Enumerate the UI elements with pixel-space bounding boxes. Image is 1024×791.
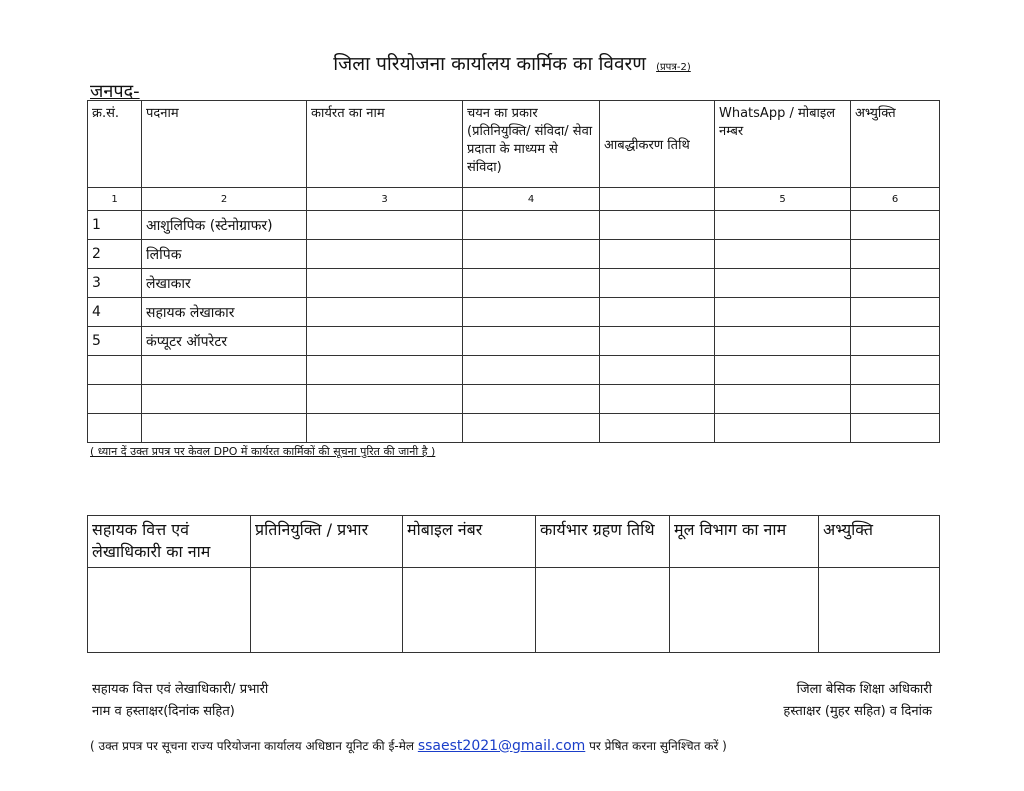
cell-selection[interactable] [463,385,600,414]
header-sn: क्र.सं. [88,101,142,188]
cell-remarks[interactable] [851,211,940,240]
signature-title: सहायक वित्त एवं लेखाधिकारी/ प्रभारी [92,682,269,697]
row-post: लेखाकार [142,269,307,298]
footer-prefix: ( उक्त प्रपत्र पर सूचना राज्य परियोजना कार्यालय अधिष्ठान यूनिट की ई-मेल [90,739,415,753]
dpo-note: ( ध्यान दें उक्त प्रपत्र पर केवल DPO में कार्यरत कार्मिकों की सूचना पुरित की जानी है ) [90,445,436,458]
cell-mobile[interactable] [715,356,851,385]
row-post: आशुलिपिक (स्टेनोग्राफर) [142,211,307,240]
cell-selection[interactable] [463,414,600,443]
cell-name[interactable] [307,327,463,356]
cell-selection[interactable] [463,356,600,385]
row-post [142,385,307,414]
cell-mobile[interactable] [715,269,851,298]
cell-remarks[interactable] [851,240,940,269]
finance-officer-table [87,515,940,653]
table-row [88,327,940,356]
form-number: (प्रपत्र-2) [656,62,691,73]
col-num: 5 [715,188,851,211]
col-num: 1 [88,188,142,211]
cell-selection[interactable] [463,269,600,298]
header-parent-department: मूल विभाग का नाम [670,516,819,568]
cell-date[interactable] [600,385,715,414]
signature-title: जिला बेसिक शिक्षा अधिकारी [796,682,932,697]
cell-name[interactable] [307,240,463,269]
cell-name[interactable] [307,385,463,414]
col-num: 3 [307,188,463,211]
table-row [88,211,940,240]
footer-suffix: पर प्रेषित करना सुनिश्चित करें ) [589,739,727,753]
table-row [88,269,940,298]
cell-remarks[interactable] [851,356,940,385]
row-sn [88,356,142,385]
staff-table [87,100,940,443]
district-label: जनपद- [90,81,140,102]
header-attachment-date: आबद्धीकरण तिथि [600,101,715,188]
cell-mobile[interactable] [715,414,851,443]
cell-remarks[interactable] [851,269,940,298]
cell-parent-department[interactable] [670,568,819,653]
table-row [88,568,940,653]
cell-name[interactable] [307,414,463,443]
table-row [88,385,940,414]
cell-selection[interactable] [463,327,600,356]
table-row [88,298,940,327]
table-row [88,240,940,269]
cell-mobile[interactable] [715,240,851,269]
column-number-row [88,188,940,211]
cell-mobile[interactable] [715,298,851,327]
finance-table-header [88,516,940,568]
cell-name[interactable] [307,356,463,385]
header-remarks: अभ्युक्ति [819,516,940,568]
header-officer-name: सहायक वित्त एवं लेखाधिकारी का नाम [88,516,251,568]
cell-officer-name[interactable] [88,568,251,653]
cell-date[interactable] [600,327,715,356]
col-num: 4 [463,188,600,211]
cell-remarks[interactable] [819,568,940,653]
row-sn: 1 [88,211,142,240]
cell-date[interactable] [600,240,715,269]
cell-date[interactable] [600,269,715,298]
cell-mobile[interactable] [715,327,851,356]
row-sn: 2 [88,240,142,269]
cell-remarks[interactable] [851,327,940,356]
cell-date[interactable] [600,211,715,240]
cell-mobile[interactable] [715,211,851,240]
row-sn [88,385,142,414]
header-remarks: अभ्युक्ति [851,101,940,188]
submission-footer [90,737,727,754]
row-sn: 4 [88,298,142,327]
header-mobile-number: मोबाइल नंबर [403,516,536,568]
table-row [88,356,940,385]
cell-name[interactable] [307,211,463,240]
cell-remarks[interactable] [851,385,940,414]
row-sn: 3 [88,269,142,298]
cell-selection[interactable] [463,211,600,240]
header-selection-type: चयन का प्रकार (प्रतिनियुक्ति/ संविदा/ सेवा प्रदाता के माध्यम से संविदा) [463,101,600,188]
header-name: कार्यरत का नाम [307,101,463,188]
cell-name[interactable] [307,269,463,298]
row-post: लिपिक [142,240,307,269]
col-num: 2 [142,188,307,211]
cell-date[interactable] [600,356,715,385]
signature-caption: हस्ताक्षर (मुहर सहित) व दिनांक [783,704,932,719]
cell-date[interactable] [600,414,715,443]
row-sn: 5 [88,327,142,356]
cell-selection[interactable] [463,298,600,327]
row-post: सहायक लेखाकार [142,298,307,327]
staff-table-header [88,101,940,188]
cell-remarks[interactable] [851,414,940,443]
table-row [88,414,940,443]
cell-charge-date[interactable] [536,568,670,653]
title-text: जिला परियोजना कार्यालय कार्मिक का विवरण [333,53,647,75]
cell-mobile[interactable] [715,385,851,414]
row-post: कंप्यूटर ऑपरेटर [142,327,307,356]
col-num [600,188,715,211]
cell-date[interactable] [600,298,715,327]
cell-mobile-number[interactable] [403,568,536,653]
email-link[interactable]: ssaest2021@gmail.com [417,738,586,754]
page-title [0,50,1024,76]
district-officer-signature [783,679,932,723]
finance-officer-signature [92,679,268,723]
cell-remarks[interactable] [851,298,940,327]
header-post: पदनाम [142,101,307,188]
row-post [142,414,307,443]
header-deputation: प्रतिनियुक्ति / प्रभार [251,516,403,568]
col-num: 6 [851,188,940,211]
cell-selection[interactable] [463,240,600,269]
row-sn [88,414,142,443]
header-mobile: WhatsApp / मोबाइल नम्बर [715,101,851,188]
cell-name[interactable] [307,298,463,327]
row-post [142,356,307,385]
signature-caption: नाम व हस्ताक्षर(दिनांक सहित) [92,704,235,719]
cell-deputation[interactable] [251,568,403,653]
header-charge-date: कार्यभार ग्रहण तिथि [536,516,670,568]
